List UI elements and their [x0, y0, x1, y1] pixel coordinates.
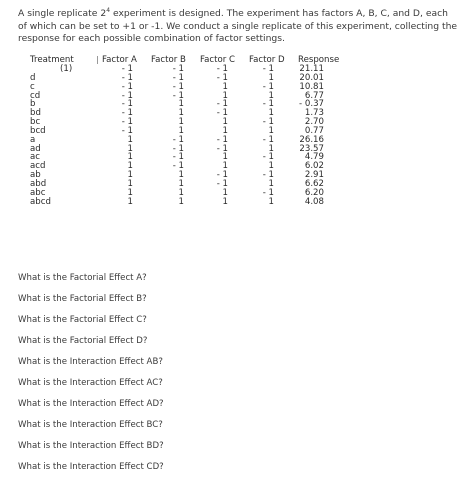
factor-c-cell: - 1 [216, 134, 228, 145]
header-divider [97, 56, 98, 64]
factor-c-cell: - 1 [216, 72, 228, 83]
question-item: What is the Factorial Effect A? [18, 273, 147, 283]
treatment-cell: acd [30, 161, 46, 172]
factor-a-cell: 1 [127, 143, 133, 154]
factor-d-cell: 1 [268, 72, 274, 83]
factor-c-cell: - 1 [216, 143, 228, 154]
factor-a-cell: - 1 [121, 99, 133, 110]
factor-c-cell: - 1 [216, 64, 228, 74]
question-item: What is the Factorial Effect B? [18, 294, 147, 304]
response-cell: 21.11 [299, 64, 324, 74]
header-factor-b: Factor B [151, 55, 186, 65]
factor-c-cell: - 1 [216, 108, 228, 119]
response-cell: 2.91 [304, 170, 324, 181]
factor-c-cell: - 1 [216, 99, 228, 110]
factor-c-cell: 1 [222, 90, 228, 101]
treatment-cell: ad [30, 143, 41, 154]
treatment-cell: ab [30, 170, 41, 181]
factor-b-cell: 1 [178, 170, 184, 181]
factor-a-cell: - 1 [121, 117, 133, 128]
factor-a-cell: 1 [127, 161, 133, 172]
factor-b-cell: - 1 [172, 72, 184, 83]
factor-c-cell: - 1 [216, 170, 228, 181]
factor-a-cell: - 1 [121, 81, 133, 92]
factor-c-cell: 1 [222, 161, 228, 172]
treatment-cell: cd [30, 90, 41, 101]
treatment-cell: abcd [30, 196, 51, 207]
factor-d-cell: - 1 [262, 187, 274, 198]
response-cell: 2.70 [304, 117, 324, 128]
factor-c-cell: 1 [222, 125, 228, 136]
response-cell: 26.16 [299, 134, 324, 145]
header-response: Response [298, 55, 340, 65]
factor-d-cell: - 1 [262, 117, 274, 128]
factor-a-cell: - 1 [121, 64, 133, 74]
response-cell: 6.77 [304, 90, 324, 101]
factor-b-cell: - 1 [172, 90, 184, 101]
question-item: What is the Interaction Effect AD? [18, 399, 164, 409]
response-cell: 4.08 [304, 196, 324, 207]
treatment-cell: (1) [60, 64, 73, 74]
response-cell: 1.73 [304, 108, 324, 119]
factor-c-cell: 1 [222, 187, 228, 198]
question-item: What is the Interaction Effect CD? [18, 462, 164, 472]
response-cell: 23.57 [299, 143, 324, 154]
response-cell: 0.77 [304, 125, 324, 136]
response-cell: 4.79 [304, 152, 324, 163]
factor-d-cell: - 1 [262, 99, 274, 110]
question-item: What is the Interaction Effect BD? [18, 441, 164, 451]
question-item: What is the Interaction Effect AC? [18, 378, 163, 388]
treatment-cell: c [30, 81, 35, 92]
factor-d-cell: - 1 [262, 64, 274, 74]
response-cell: 10.81 [299, 81, 324, 92]
factor-b-cell: - 1 [172, 134, 184, 145]
question-list [18, 272, 164, 482]
factor-d-cell: - 1 [262, 134, 274, 145]
factor-d-cell: 1 [268, 196, 274, 207]
factor-a-cell: 1 [127, 152, 133, 163]
question-item: What is the Factorial Effect D? [18, 336, 148, 346]
factor-b-cell: 1 [178, 99, 184, 110]
factor-a-cell: - 1 [121, 90, 133, 101]
factor-b-cell: 1 [178, 196, 184, 207]
factor-b-cell: 1 [178, 187, 184, 198]
header-factor-a: Factor A [102, 55, 137, 65]
question-item: What is the Factorial Effect C? [18, 315, 147, 325]
treatment-cell: d [30, 72, 36, 83]
factor-a-cell: - 1 [121, 72, 133, 83]
question-item: What is the Interaction Effect BC? [18, 420, 163, 430]
factor-b-cell: 1 [178, 117, 184, 128]
factor-b-cell: 1 [178, 178, 184, 189]
treatment-cell: b [30, 99, 36, 110]
factor-a-cell: 1 [127, 187, 133, 198]
factor-b-cell: - 1 [172, 81, 184, 92]
factor-b-cell: 1 [178, 108, 184, 119]
factor-d-cell: 1 [268, 108, 274, 119]
response-cell: 6.62 [304, 178, 324, 189]
factor-a-cell: - 1 [121, 125, 133, 136]
header-treatment: Treatment [30, 55, 74, 65]
factor-a-cell: 1 [127, 170, 133, 181]
intro-text-part1: A single replicate 2 [18, 8, 107, 19]
response-cell: 20.01 [299, 72, 324, 83]
intro-exponent: 4 [106, 6, 111, 14]
factor-d-cell: 1 [268, 143, 274, 154]
factor-c-cell: 1 [222, 196, 228, 207]
factor-a-cell: - 1 [121, 108, 133, 119]
factor-d-cell: - 1 [262, 81, 274, 92]
factor-b-cell: - 1 [172, 161, 184, 172]
factor-d-cell: 1 [268, 161, 274, 172]
factor-d-cell: 1 [268, 178, 274, 189]
header-factor-d: Factor D [249, 55, 285, 65]
factor-c-cell: - 1 [216, 178, 228, 189]
factor-c-cell: 1 [222, 81, 228, 92]
factor-b-cell: 1 [178, 125, 184, 136]
treatment-cell: bd [30, 108, 41, 119]
factor-a-cell: 1 [127, 178, 133, 189]
treatment-cell: bc [30, 117, 41, 128]
factor-b-cell: - 1 [172, 143, 184, 154]
factor-c-cell: 1 [222, 152, 228, 163]
response-cell: 6.20 [304, 187, 324, 198]
factor-b-cell: - 1 [172, 64, 184, 74]
response-cell: 6.02 [304, 161, 324, 172]
factor-d-cell: - 1 [262, 152, 274, 163]
treatment-cell: abc [30, 187, 46, 198]
factor-b-cell: - 1 [172, 152, 184, 163]
factor-d-cell: 1 [268, 125, 274, 136]
response-cell: - 0.37 [299, 99, 324, 110]
treatment-cell: abd [30, 178, 47, 189]
problem-statement [18, 8, 458, 46]
factor-c-cell: 1 [222, 117, 228, 128]
treatment-cell: ac [30, 152, 40, 163]
factor-a-cell: 1 [127, 134, 133, 145]
factor-d-cell: - 1 [262, 170, 274, 181]
header-factor-c: Factor C [200, 55, 236, 65]
intro-text-part2: experiment is designed. The experiment has factors A, B, C, and D, each of which can be set to +1 or -1. We conduct a single replicate of this experiment, collecting the response for each possible combination of factor settings. [18, 8, 458, 44]
factor-a-cell: 1 [127, 196, 133, 207]
factor-d-cell: 1 [268, 90, 274, 101]
treatment-cell: a [30, 134, 36, 145]
question-item: What is the Interaction Effect AB? [18, 357, 163, 367]
treatment-cell: bcd [30, 125, 46, 136]
